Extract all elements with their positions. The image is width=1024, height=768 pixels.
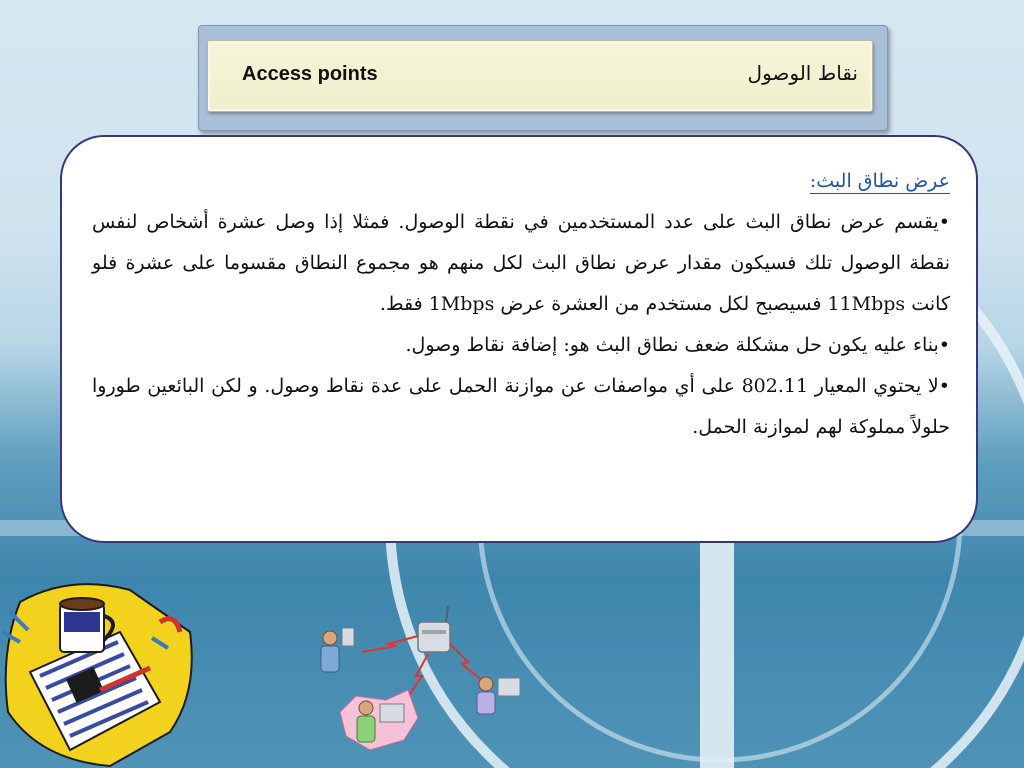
newspaper-coffee-clipart <box>0 572 200 768</box>
title-english: Access points <box>242 63 378 85</box>
title-banner <box>207 40 873 112</box>
content-box <box>60 135 978 543</box>
section-heading: عرض نطاق البث: <box>809 170 950 192</box>
paragraph-solution: •بناء عليه يكون حل مشكلة ضعف نطاق البث هو: إضافة نقاط وصول. <box>405 334 950 356</box>
paragraph-load-balancing: •لا يحتوي المعيار 802.11 على أي مواصفات عن موازنة الحمل على عدة نقاط وصول. و لكن البائعين طوروا حلولاً مملوكة لهم لموازنة الحمل. <box>92 375 950 438</box>
title-frame <box>198 25 888 131</box>
title-arabic: نقاط الوصول <box>747 61 858 85</box>
paragraph-bandwidth-division: •يقسم عرض نطاق البث على عدد المستخدمين في نقطة الوصول. فمثلا إذا وصل عشرة أشخاص لنفس نقطة الوصول تلك فسيكون مقدار عرض نطاق البث لكل منهم هو مجموع النطاق مقسوما على عشرة فلو كانت 11Mbps فسيصبح لكل مستخدم من العشرة عرض 1Mbps فقط. <box>92 211 950 315</box>
wireless-access-point-network-diagram <box>300 600 540 760</box>
content-text <box>92 161 950 448</box>
